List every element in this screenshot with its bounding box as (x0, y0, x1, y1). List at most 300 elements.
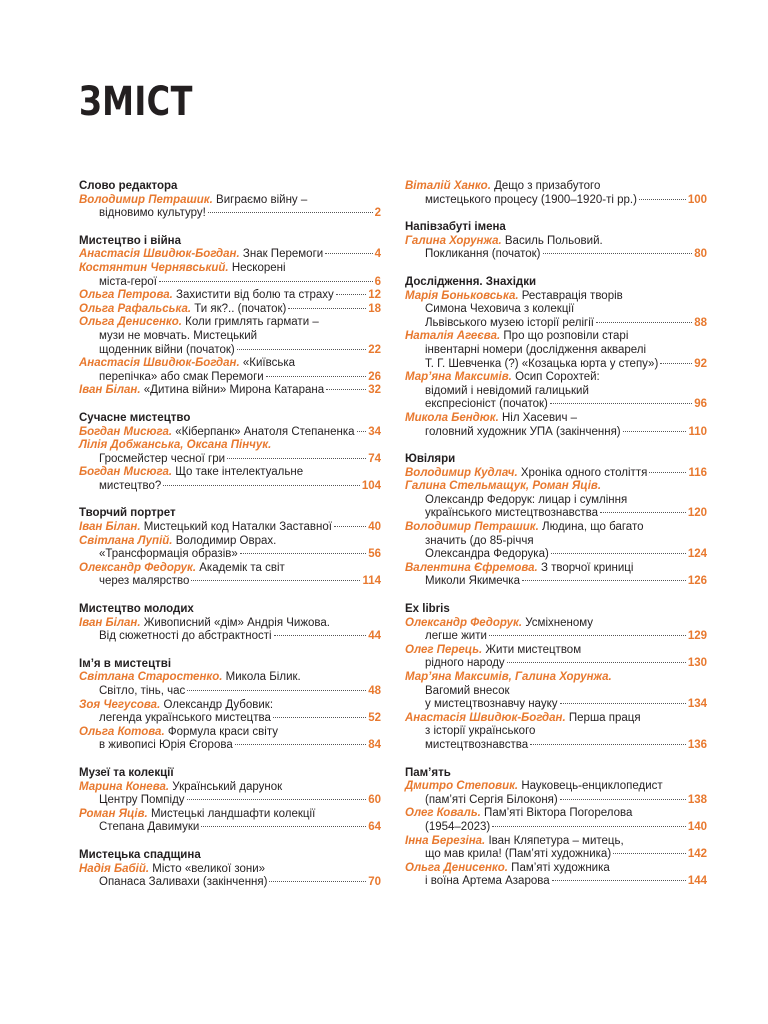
page-number: 140 (687, 820, 707, 833)
entry-line (405, 862, 707, 876)
entry-title-text: Ніл Хасевич – (501, 411, 578, 424)
entry-title-text: українського мистецтвознавства (425, 507, 599, 520)
entry-line (405, 494, 707, 508)
entry-title-line (425, 248, 541, 262)
entry-title-text: мистецтвознавства (425, 738, 529, 751)
toc-entry[interactable] (79, 699, 381, 726)
dot-leader (507, 662, 686, 663)
entry-title-text: Львівського музею історії релігії (425, 316, 594, 329)
entry-line (405, 344, 707, 358)
entry-line (405, 398, 707, 412)
entry-title-line (425, 507, 598, 521)
entry-line (79, 439, 381, 453)
entry-title-text: значить (до 85-річчя (425, 534, 534, 547)
entry-title-line (425, 426, 621, 440)
entry-title-text: Покликання (початок) (425, 248, 541, 261)
entry-title-text: Т. Г. Шевченка (?) «Козацька юрта у степу») (425, 357, 659, 370)
entry-title-line (425, 848, 611, 862)
entry-line (79, 316, 381, 330)
page-number: 96 (694, 398, 707, 411)
section-heading: Мистецька спадщина (79, 848, 201, 861)
toc-section (405, 180, 707, 207)
dot-leader (159, 281, 373, 282)
entry-line (79, 671, 381, 685)
dot-leader (208, 212, 373, 213)
entry-title-text: Мистецький код Наталки Заставної (143, 521, 332, 534)
entry-line (79, 480, 381, 494)
toc-entry[interactable] (405, 235, 707, 262)
entry-title-line (425, 575, 520, 589)
section-heading: Творчий портрет (79, 507, 176, 520)
entry-line (79, 207, 381, 221)
entry-title-text: Василь Польовий. (504, 234, 603, 247)
dot-leader (187, 690, 366, 691)
toc-entry[interactable] (79, 357, 381, 384)
entry-line (405, 617, 707, 631)
entry-line (79, 330, 381, 344)
entry-title-text: і воїна Артема Азарова (425, 875, 550, 888)
dot-leader (240, 553, 366, 554)
entry-author: Анастасія Швидюк-Богдан. (79, 248, 240, 261)
dot-leader (550, 403, 692, 404)
dot-leader (492, 826, 686, 827)
entry-line (79, 712, 381, 726)
toc-section (79, 180, 381, 221)
entry-title-text: «Дитина війни» Мирона Катарана (143, 384, 325, 397)
entry-title-text: Український дарунок (172, 780, 283, 793)
entry-title-text: Ти як?.. (початок) (194, 302, 287, 315)
entry-title-text: музи не мовчать. Мистецький (99, 329, 258, 342)
entry-title-line (99, 207, 206, 221)
page-number: 92 (694, 357, 707, 370)
entry-title-text: Усміхненому (525, 616, 594, 629)
entry-title-line (79, 426, 355, 440)
entry-line (79, 371, 381, 385)
toc-section (79, 412, 381, 494)
entry-line (405, 630, 707, 644)
toc-entry[interactable] (79, 562, 381, 589)
entry-line (405, 671, 707, 685)
entry-title-text: відомий і невідомий галицький (425, 384, 589, 397)
toc-section (405, 603, 707, 753)
dot-leader (649, 472, 686, 473)
entry-title-text: щоденник війни (початок) (99, 343, 235, 356)
entry-title-line (425, 548, 549, 562)
toc-entry[interactable] (405, 480, 707, 521)
entry-line (405, 562, 707, 576)
entry-title-text: інвентарні номери (дослідження акварелі (425, 343, 647, 356)
toc-entry[interactable] (405, 644, 707, 671)
toc-section (79, 767, 381, 835)
toc-entry[interactable] (405, 371, 707, 412)
entry-line (405, 521, 707, 535)
dot-leader (600, 512, 686, 513)
dot-leader (235, 744, 366, 745)
dot-leader (551, 553, 686, 554)
toc-section (79, 603, 381, 644)
toc-entry[interactable] (79, 671, 381, 698)
entry-author: Ольга Петрова. (79, 289, 173, 302)
toc-entry[interactable] (405, 712, 707, 753)
toc-entry[interactable] (405, 671, 707, 712)
page-number: 6 (374, 275, 381, 288)
toc-entry[interactable] (79, 863, 381, 890)
toc-entry[interactable] (405, 180, 707, 207)
entry-title-text: Мистецькі ландшафти колекції (150, 807, 316, 820)
page-number: 26 (368, 370, 381, 383)
dot-leader (334, 526, 366, 527)
page-number: 134 (687, 698, 707, 711)
entry-line (405, 657, 707, 671)
page-number: 22 (368, 343, 381, 356)
dot-leader (326, 389, 366, 390)
section-heading: Напівзабуті імена (405, 221, 506, 234)
entry-line (405, 480, 707, 494)
entry-line (405, 507, 707, 521)
entry-title-text: Степана Давимуки (99, 821, 200, 834)
toc-entry[interactable] (405, 780, 707, 807)
toc-entry[interactable] (79, 316, 381, 357)
toc-entry[interactable] (405, 467, 707, 481)
page-number: 129 (687, 630, 707, 643)
toc-entry[interactable] (79, 426, 381, 440)
entry-author: Валентина Єфремова. (405, 561, 538, 574)
entry-line (79, 289, 381, 303)
toc-entry[interactable] (79, 384, 381, 398)
entry-title-text: Хроніка одного століття (520, 466, 648, 479)
dot-leader (560, 703, 686, 704)
entry-author: Олександр Федорук. (405, 616, 523, 629)
entry-title-line (425, 194, 637, 208)
entry-title-line (99, 685, 185, 699)
page-number: 56 (368, 548, 381, 561)
entry-title-line (79, 521, 332, 535)
dot-leader (237, 349, 366, 350)
entry-title-text: Опанаса Заливахи (закінчення) (99, 876, 268, 889)
entry-title-text: «Київська (242, 357, 296, 370)
page-number: 40 (368, 521, 381, 534)
page-number: 18 (368, 302, 381, 315)
entry-line (405, 712, 707, 726)
toc-entry[interactable] (79, 781, 381, 808)
entry-line (79, 357, 381, 371)
toc-entry[interactable] (405, 835, 707, 862)
toc-entry[interactable] (79, 521, 381, 535)
entry-title-line (79, 289, 334, 303)
entry-title-line (99, 548, 238, 562)
toc-entry[interactable] (79, 194, 381, 221)
dot-leader (266, 376, 367, 377)
entry-line (405, 426, 707, 440)
dot-leader (552, 880, 686, 881)
entry-author: Марина Конева. (79, 780, 170, 793)
toc-entry[interactable] (405, 807, 707, 834)
toc-column-right (405, 180, 707, 903)
entry-line (79, 685, 381, 699)
entry-title-text: через малярство (99, 575, 190, 588)
entry-title-text: в живописі Юрія Єгорова (99, 739, 233, 752)
toc-entry[interactable] (405, 521, 707, 562)
entry-line (79, 726, 381, 740)
dot-leader (489, 635, 686, 636)
entry-line (405, 412, 707, 426)
entry-title-text: Нескорені (231, 261, 286, 274)
entry-title-line (99, 575, 189, 589)
entry-line (79, 248, 381, 262)
entry-title-line (99, 344, 235, 358)
toc-column-left (79, 180, 381, 904)
toc-entry[interactable] (79, 262, 381, 289)
entry-line (79, 194, 381, 208)
entry-author: Роман Яців. (79, 807, 148, 820)
entry-line (405, 235, 707, 249)
entry-title-line (425, 317, 594, 331)
entry-title-text: Про що розповіли старі (503, 330, 629, 343)
entry-title-line (79, 303, 286, 317)
dot-leader (269, 881, 366, 882)
entry-line (405, 835, 707, 849)
entry-title-text: Перша праця (568, 711, 641, 724)
entry-line (79, 617, 381, 631)
dot-leader (227, 458, 366, 459)
toc-entry[interactable] (79, 466, 381, 493)
entry-title-text: Пам’яті художника (511, 861, 610, 874)
entry-title-text: Живописний «дім» Андрія Чижова. (143, 616, 330, 629)
entry-title-text: Володимир Оврах. (175, 534, 277, 547)
page-number: 104 (361, 479, 381, 492)
entry-line (79, 384, 381, 398)
toc-entry[interactable] (405, 617, 707, 644)
page-number: 12 (368, 289, 381, 302)
dot-leader (357, 431, 367, 432)
entry-title-text: Олександра Федорука) (425, 548, 549, 561)
entry-line (405, 358, 707, 372)
dot-leader (325, 253, 372, 254)
entry-title-text: З творчої криниці (540, 561, 634, 574)
entry-title-line (99, 739, 233, 753)
entry-line (79, 876, 381, 890)
toc-entry[interactable] (405, 412, 707, 439)
entry-line (79, 739, 381, 753)
entry-author: Іван Білан. (79, 384, 141, 397)
entry-title-text: у мистецтвознавчу науку (425, 698, 558, 711)
entry-line (405, 739, 707, 753)
entry-author: Дмитро Степовик. (405, 780, 519, 793)
page-number: 114 (362, 575, 381, 588)
toc-entry[interactable] (405, 290, 707, 331)
entry-title-text: Осип Сорохтей: (515, 371, 600, 384)
entry-line (79, 781, 381, 795)
entry-author: Зоя Чегусова. (79, 698, 161, 711)
dot-leader (660, 363, 692, 364)
toc-entry[interactable] (79, 808, 381, 835)
entry-title-text: Реставрація творів (521, 289, 623, 302)
dot-leader (273, 717, 366, 718)
entry-title-text: головний художник УПА (закінчення) (425, 425, 621, 438)
entry-author: Мар’яна Максимів, Галина Хорунжа. (405, 671, 612, 683)
entry-line (405, 290, 707, 304)
section-heading: Пам’ять (405, 766, 451, 779)
entry-line (79, 344, 381, 358)
entry-title-text: Виграємо війну – (216, 193, 308, 206)
entry-author: Ольга Котова. (79, 725, 165, 738)
entry-title-text: Науковець-енциклопедист (521, 780, 663, 793)
toc-section (405, 767, 707, 889)
entry-title-text: мистецького процесу (1900–1920-ті рр.) (425, 193, 637, 206)
entry-title-line (99, 276, 157, 290)
entry-author: Анастасія Швидюк-Богдан. (79, 357, 240, 370)
toc-section (405, 276, 707, 439)
entry-author: Богдан Мисюга. (79, 466, 173, 479)
entry-line (405, 467, 707, 481)
entry-title-text: Що таке інтелектуальне (175, 466, 304, 479)
entry-line (79, 303, 381, 317)
entry-line (405, 848, 707, 862)
entry-author: Галина Стельмащук, Роман Яців. (405, 480, 602, 493)
entry-title-line (405, 467, 647, 481)
dot-leader (336, 294, 366, 295)
entry-title-line (99, 371, 264, 385)
page-number: 2 (374, 207, 381, 220)
entry-title-text: Центру Помпіду (99, 794, 185, 807)
toc-entry[interactable] (79, 535, 381, 562)
entry-title-text: Вагомий внесок (425, 684, 510, 697)
page-number: 126 (687, 575, 707, 588)
toc-section (79, 658, 381, 753)
section-heading: Ex libris (405, 603, 450, 616)
page-number: 124 (687, 548, 707, 561)
toc-entry[interactable] (405, 862, 707, 889)
entry-title-text: Місто «великої зони» (152, 862, 266, 875)
dot-leader (623, 431, 687, 432)
entry-line (405, 194, 707, 208)
page-number: 136 (687, 738, 707, 751)
section-heading: Дослідження. Знахідки (405, 275, 537, 288)
entry-author: Іван Білан. (79, 521, 141, 534)
entry-title-text: Захистити від болю та страху (176, 289, 334, 302)
page-title: ЗМІСТ (79, 79, 193, 125)
entry-author: Ольга Денисенко. (405, 861, 508, 874)
entry-title-text: Пам’яті Віктора Погорелова (484, 807, 633, 820)
toc-entry[interactable] (79, 248, 381, 262)
entry-author: Надія Бабій. (79, 862, 150, 875)
entry-title-line (99, 821, 199, 835)
entry-line (79, 821, 381, 835)
entry-title-text: експресіоніст (початок) (425, 398, 548, 411)
entry-title-text: Симона Чеховича з колекції (425, 303, 575, 316)
entry-title-text: Академік та світ (199, 561, 285, 574)
page-number: 34 (368, 425, 381, 438)
entry-title-line (425, 358, 658, 372)
page-number: 32 (368, 384, 381, 397)
entry-author: Олександр Федорук. (79, 561, 197, 574)
entry-title-line (79, 384, 324, 398)
entry-line (405, 575, 707, 589)
entry-title-line (425, 698, 558, 712)
entry-line (405, 248, 707, 262)
page-number: 144 (687, 875, 707, 888)
section-heading: Музеї та колекції (79, 766, 174, 779)
toc-entry[interactable] (79, 617, 381, 644)
toc-entry[interactable] (405, 562, 707, 589)
dot-leader (201, 826, 366, 827)
page-number: 48 (368, 685, 381, 697)
entry-author: Віталій Ханко. (405, 180, 491, 192)
toc-section (79, 849, 381, 890)
entry-title-text: міста-герої (99, 275, 157, 288)
entry-author: Лілія Добжанська, Оксана Пінчук. (79, 439, 272, 452)
toc-section (79, 235, 381, 398)
toc-entry[interactable] (79, 289, 381, 303)
entry-line (405, 685, 707, 699)
entry-line (405, 780, 707, 794)
dot-leader (560, 799, 686, 800)
dot-leader (543, 253, 693, 254)
entry-author: Іван Білан. (79, 616, 141, 629)
section-heading: Мистецтво і війна (79, 234, 181, 247)
entry-line (405, 303, 707, 317)
entry-line (79, 426, 381, 440)
entry-title-text: Жити мистецтвом (485, 643, 582, 656)
toc-entry[interactable] (79, 439, 381, 466)
entry-line (79, 863, 381, 877)
entry-author: Інна Березіна. (405, 834, 486, 847)
entry-title-line (99, 480, 161, 494)
entry-title-text: перепічка» або смак Перемоги (99, 370, 264, 383)
page-number: 80 (694, 248, 707, 261)
entry-line (405, 807, 707, 821)
entry-line (405, 875, 707, 889)
dot-leader (187, 799, 367, 800)
entry-title-text: Від сюжетності до абстрактності (99, 630, 272, 643)
entry-title-line (99, 712, 271, 726)
dot-leader (522, 580, 686, 581)
dot-leader (613, 853, 686, 854)
entry-line (405, 330, 707, 344)
page-number: 52 (368, 712, 381, 725)
entry-author: Анастасія Швидюк-Богдан. (405, 711, 566, 724)
entry-title-text: (пам’яті Сергія Білоконя) (425, 793, 558, 806)
entry-line (405, 535, 707, 549)
entry-title-line (425, 794, 558, 808)
entry-title-text: Олександр Федорук: лицар і сумління (425, 493, 628, 506)
entry-line (405, 180, 707, 194)
entry-author: Світлана Лупій. (79, 534, 173, 547)
entry-line (79, 521, 381, 535)
entry-title-line (425, 821, 490, 835)
entry-line (405, 821, 707, 835)
section-heading: Слово редактора (79, 180, 178, 192)
page-number: 130 (687, 657, 707, 670)
page-number: 138 (687, 793, 707, 806)
entry-author: Олег Коваль. (405, 807, 481, 820)
entry-title-text: Микола Білик. (225, 671, 301, 684)
dot-leader (163, 485, 360, 486)
toc-entry[interactable] (405, 330, 707, 371)
toc-entry[interactable] (79, 726, 381, 753)
entry-line (405, 644, 707, 658)
page-number: 110 (688, 425, 707, 438)
entry-title-text: «Трансформація образів» (99, 548, 238, 561)
section-heading: Ім’я в мистецтві (79, 657, 172, 670)
dot-leader (530, 744, 686, 745)
entry-title-line (79, 248, 323, 262)
entry-author: Володимир Петрашик. (79, 193, 213, 206)
entry-title-text: Дещо з призабутого (494, 180, 601, 192)
toc-entry[interactable] (79, 303, 381, 317)
page-number: 74 (368, 452, 381, 465)
entry-title-text: що мав крила! (Пам’яті художника) (425, 848, 612, 861)
